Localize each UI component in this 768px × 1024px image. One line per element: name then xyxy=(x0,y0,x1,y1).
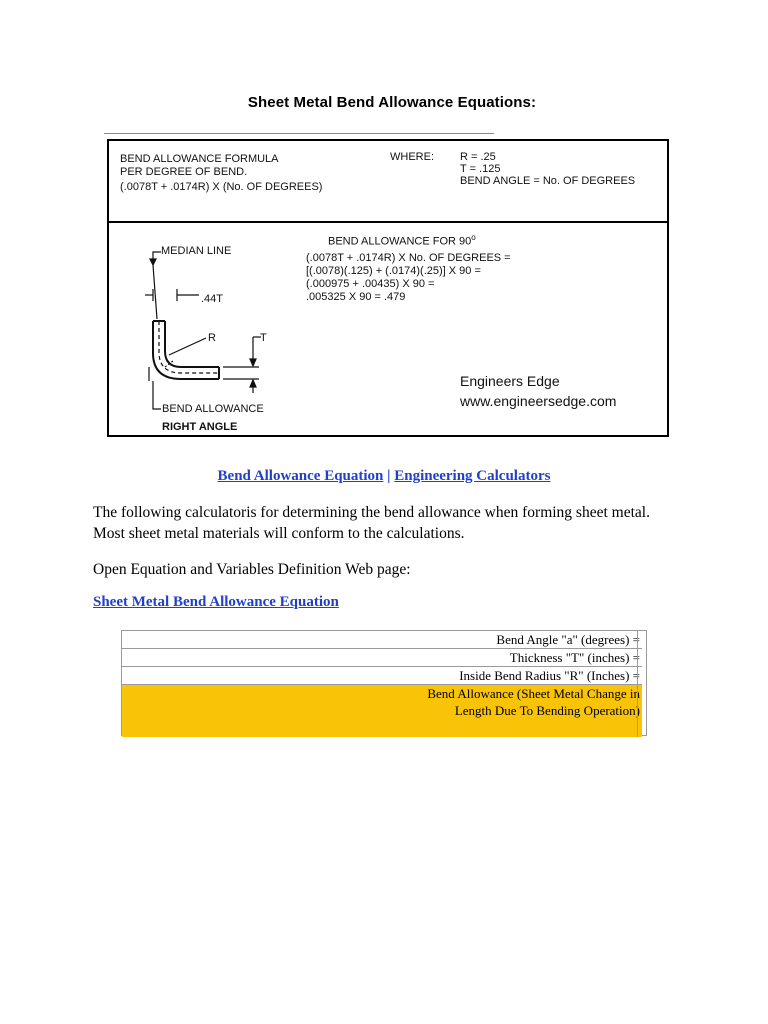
link-separator: | xyxy=(387,468,391,484)
formula-line-1: BEND ALLOWANCE FORMULA xyxy=(120,153,279,165)
bend-allowance-equation-link[interactable]: Bend Allowance Equation xyxy=(217,468,384,484)
formula-line-3: (.0078T + .0174R) X (No. OF DEGREES) xyxy=(120,181,323,193)
median-arrow xyxy=(150,259,156,265)
where-label: WHERE: xyxy=(390,151,434,163)
engineering-calculators-link[interactable]: Engineering Calculators xyxy=(394,468,551,484)
calc-row-radius xyxy=(122,667,642,685)
where-t: T = .125 xyxy=(460,163,501,175)
intro-paragraph: The following calculatoris for determining the bend allowance when forming sheet metal. Most sheet metal materials will conform to the calculations. xyxy=(93,504,650,542)
calculator-table xyxy=(121,630,647,736)
page-title: Sheet Metal Bend Allowance Equations: xyxy=(247,94,537,111)
radius-input[interactable] xyxy=(637,667,642,684)
right-angle-label: RIGHT ANGLE xyxy=(162,421,238,433)
calc-line-4: .005325 X 90 = .479 xyxy=(306,291,406,303)
ba-for-90-text: BEND ALLOWANCE FOR 90 xyxy=(328,235,472,248)
calc-row-bend-angle xyxy=(122,631,642,649)
degree-symbol: o xyxy=(471,233,476,242)
thickness-label: T xyxy=(260,332,267,344)
radius-label-cell: Inside Bend Radius "R" (Inches) = xyxy=(459,668,640,683)
sheet-metal-equation-link[interactable]: Sheet Metal Bend Allowance Equation xyxy=(93,594,339,610)
result-label-line-2: Length Due To Bending Operation) xyxy=(454,703,640,718)
calc-row-result xyxy=(122,685,642,737)
dim-44t-label: .44T xyxy=(201,293,224,305)
bend-angle-label: Bend Angle "a" (degrees) = xyxy=(496,632,640,647)
open-equation-paragraph: Open Equation and Variables Definition Web page: xyxy=(93,561,411,578)
bend-allowance-label: BEND ALLOWANCE xyxy=(162,403,264,415)
calc-line-2: [(.0078)(.125) + (.0174)(.25)] X 90 = xyxy=(306,265,481,277)
brand-name: Engineers Edge xyxy=(460,373,560,389)
nav-links xyxy=(0,468,768,485)
where-angle: BEND ANGLE = No. OF DEGREES xyxy=(460,175,636,187)
bend-diagram-drawing xyxy=(109,141,667,435)
result-output xyxy=(637,685,642,737)
header-rule xyxy=(104,133,494,134)
result-label-line-1: Bend Allowance (Sheet Metal Change in xyxy=(427,686,640,701)
median-curve xyxy=(159,321,219,373)
bend-angle-input[interactable] xyxy=(637,631,642,648)
formula-line-2: PER DEGREE OF BEND. xyxy=(120,166,248,178)
outer-edge xyxy=(153,321,219,379)
thickness-input[interactable] xyxy=(637,649,642,666)
median-line-label: MEDIAN LINE xyxy=(161,245,232,257)
radius-label: R xyxy=(208,332,216,344)
median-drop xyxy=(153,265,157,319)
calc-row-thickness xyxy=(122,649,642,667)
where-r: R = .25 xyxy=(460,151,496,163)
bend-allowance-figure xyxy=(107,139,669,437)
calc-line-1: (.0078T + .0174R) X No. OF DEGREES = xyxy=(306,252,511,264)
calc-line-3: (.000975 + .00435) X 90 = xyxy=(306,278,435,290)
brand-url: www.engineersedge.com xyxy=(460,393,617,409)
thickness-label-cell: Thickness "T" (inches) = xyxy=(509,650,640,665)
